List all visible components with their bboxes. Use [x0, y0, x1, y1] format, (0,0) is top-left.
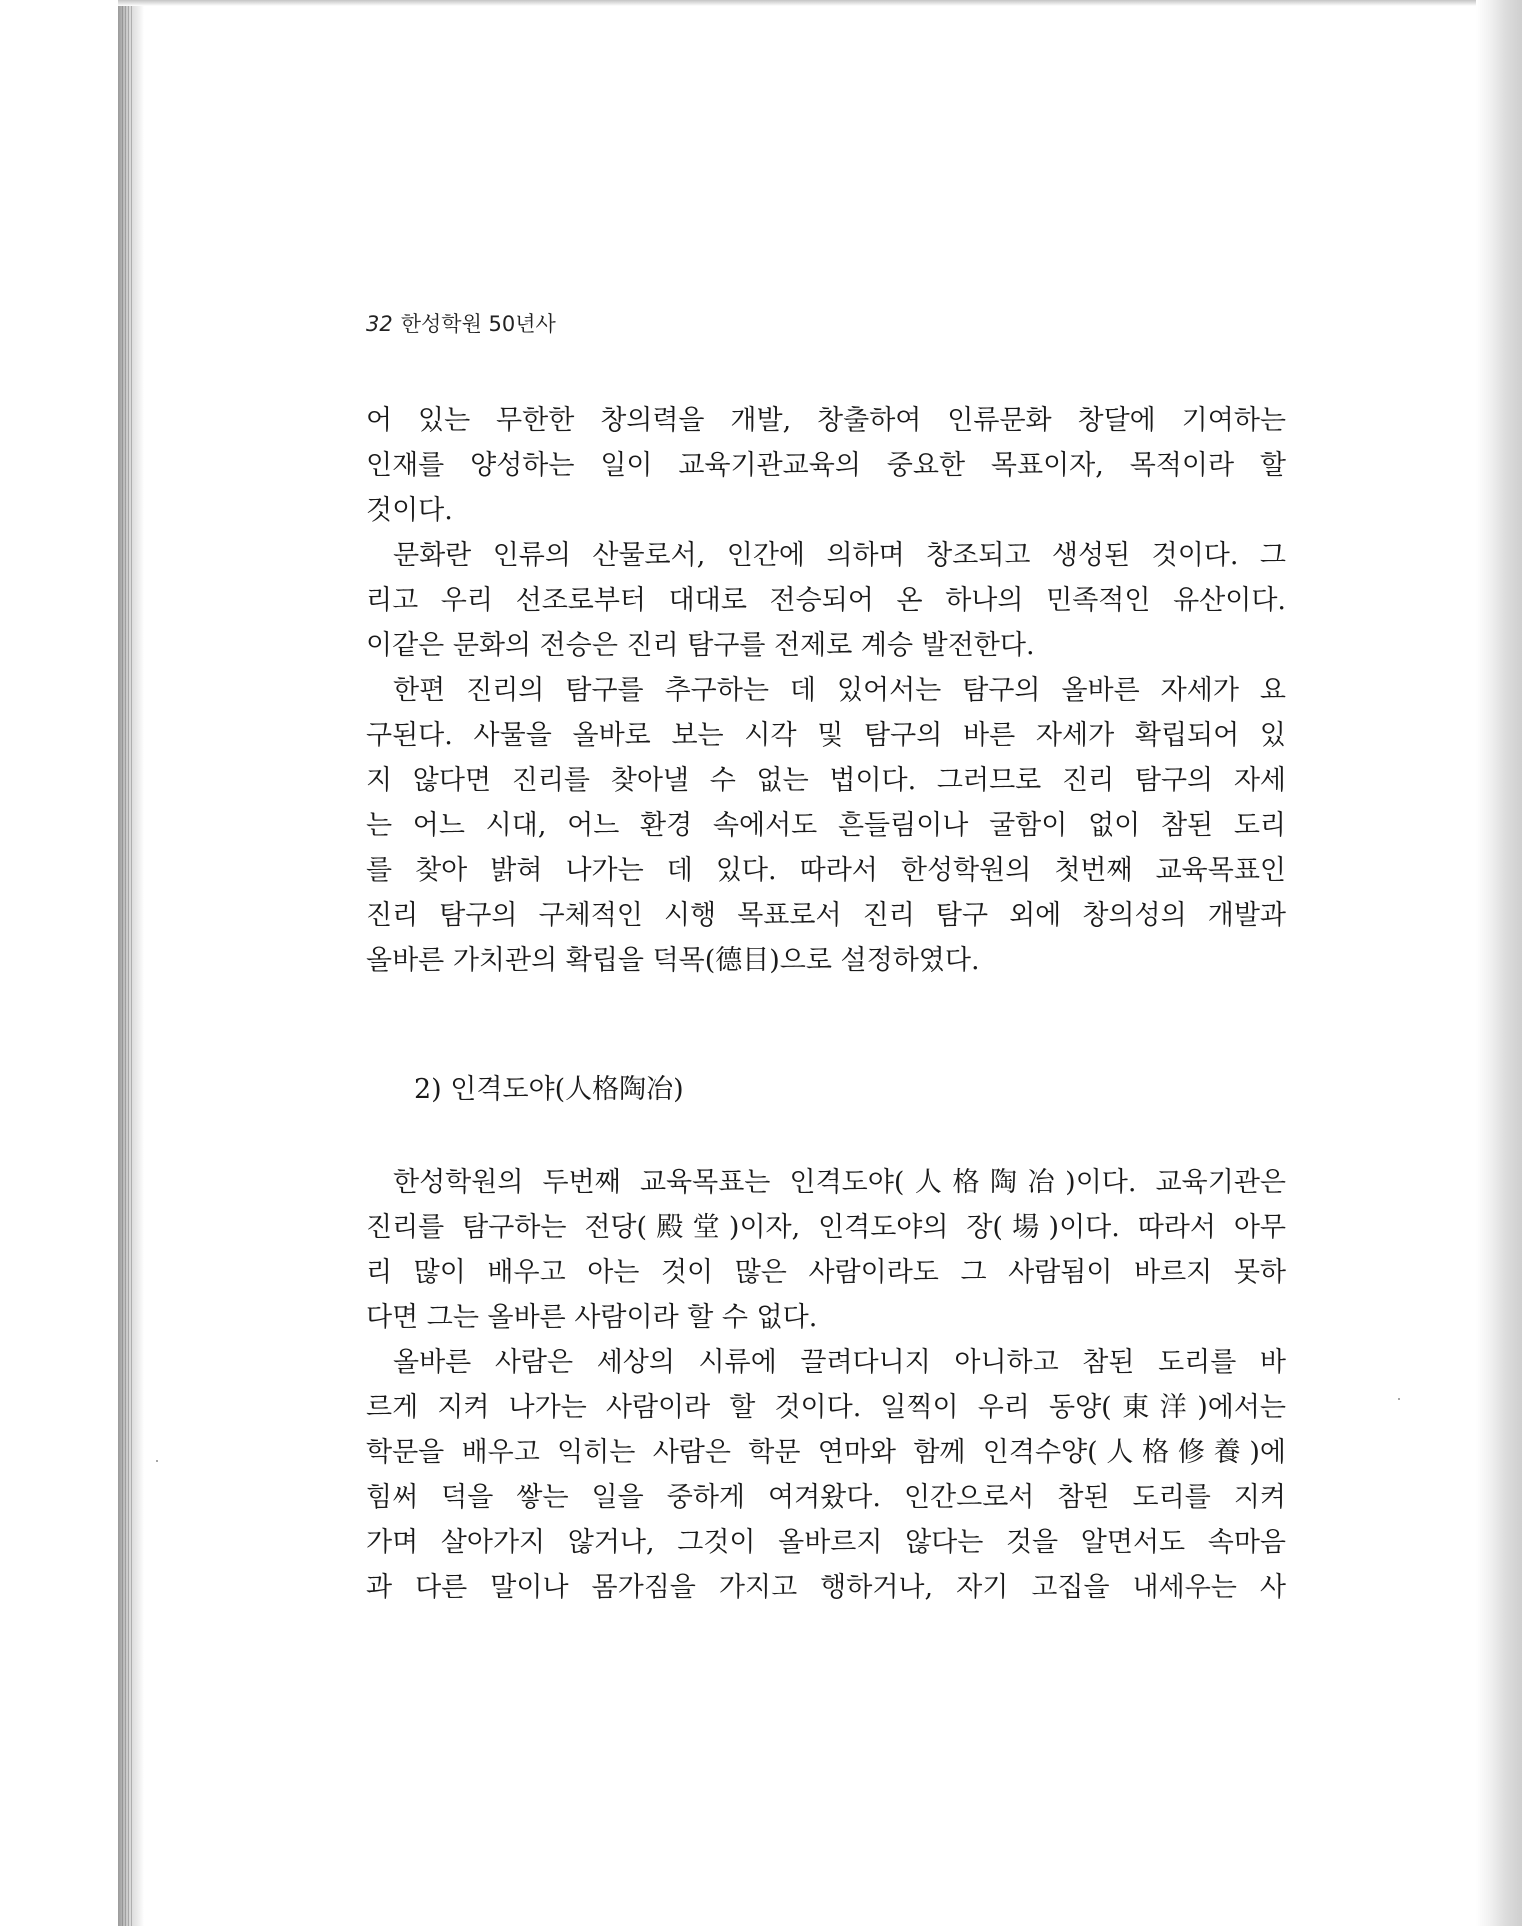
page-right-shadow — [1476, 0, 1522, 1926]
text-line: 진리를 탐구하는 전당(殿堂)이자, 인격도야의 장(場)이다. 따라서 아무 — [366, 1212, 1286, 1243]
running-header — [366, 308, 556, 338]
page-number: 32 — [366, 312, 393, 336]
body-text-bottom — [366, 1160, 1286, 1610]
running-header-title: 한성학원 50년사 — [400, 312, 556, 336]
text-line: 올바른 가치관의 확립을 덕목(德目)으로 설정하였다. — [366, 945, 980, 976]
page-top-edge — [118, 0, 1518, 6]
paragraph — [366, 668, 1286, 983]
body-text-top — [366, 398, 1286, 983]
text-line: 힘써 덕을 쌓는 일을 중하게 여겨왔다. 인간으로서 참된 도리를 지켜 — [366, 1482, 1286, 1513]
text-line: 과 다른 말이나 몸가짐을 가지고 행하거나, 자기 고집을 내세우는 사 — [366, 1572, 1286, 1603]
text-line: 리 많이 배우고 아는 것이 많은 사람이라도 그 사람됨이 바르지 못하 — [366, 1257, 1286, 1288]
paragraph — [366, 1160, 1286, 1340]
text-line: 어 있는 무한한 창의력을 개발, 창출하여 인류문화 창달에 기여하는 — [366, 405, 1286, 436]
text-line: 지 않다면 진리를 찾아낼 수 없는 법이다. 그러므로 진리 탐구의 자세 — [366, 765, 1286, 796]
text-line: 진리 탐구의 구체적인 시행 목표로서 진리 탐구 외에 창의성의 개발과 — [366, 900, 1286, 931]
text-line: 이같은 문화의 전승은 진리 탐구를 전제로 계승 발전한다. — [366, 630, 1035, 661]
text-line: 르게 지켜 나가는 사람이라 할 것이다. 일찍이 우리 동양(東洋)에서는 — [366, 1392, 1286, 1423]
paragraph — [366, 398, 1286, 533]
text-line: 는 어느 시대, 어느 환경 속에서도 흔들림이나 굴함이 없이 참된 도리 — [366, 810, 1286, 841]
section-heading: 2) 인격도야(人格陶冶) — [414, 1074, 684, 1105]
text-line: 한성학원의 두번째 교육목표는 인격도야(人格陶冶)이다. 교육기관은 — [393, 1167, 1286, 1198]
text-line: 것이다. — [366, 495, 453, 526]
text-line: 한편 진리의 탐구를 추구하는 데 있어서는 탐구의 올바른 자세가 요 — [393, 675, 1286, 706]
text-line: 다면 그는 올바른 사람이라 할 수 없다. — [366, 1302, 818, 1333]
text-line: 올바른 사람은 세상의 시류에 끌려다니지 아니하고 참된 도리를 바 — [393, 1347, 1286, 1378]
paragraph — [366, 533, 1286, 668]
paragraph — [366, 1340, 1286, 1610]
text-line: 인재를 양성하는 일이 교육기관교육의 중요한 목표이자, 목적이라 할 — [366, 450, 1286, 481]
text-line: 를 찾아 밝혀 나가는 데 있다. 따라서 한성학원의 첫번째 교육목표인 — [366, 855, 1286, 886]
text-line: 문화란 인류의 산물로서, 인간에 의하며 창조되고 생성된 것이다. 그 — [393, 540, 1286, 571]
scan-speck — [1398, 1398, 1400, 1400]
text-line: 가며 살아가지 않거나, 그것이 올바르지 않다는 것을 알면서도 속마음 — [366, 1527, 1286, 1558]
text-line: 리고 우리 선조로부터 대대로 전승되어 온 하나의 민족적인 유산이다. — [366, 585, 1286, 616]
text-line: 학문을 배우고 익히는 사람은 학문 연마와 함께 인격수양(人格修養)에 — [366, 1437, 1286, 1468]
page-stack-lines — [122, 0, 132, 1926]
scan-speck — [156, 1460, 158, 1462]
text-line: 구된다. 사물을 올바로 보는 시각 및 탐구의 바른 자세가 확립되어 있 — [366, 720, 1286, 751]
